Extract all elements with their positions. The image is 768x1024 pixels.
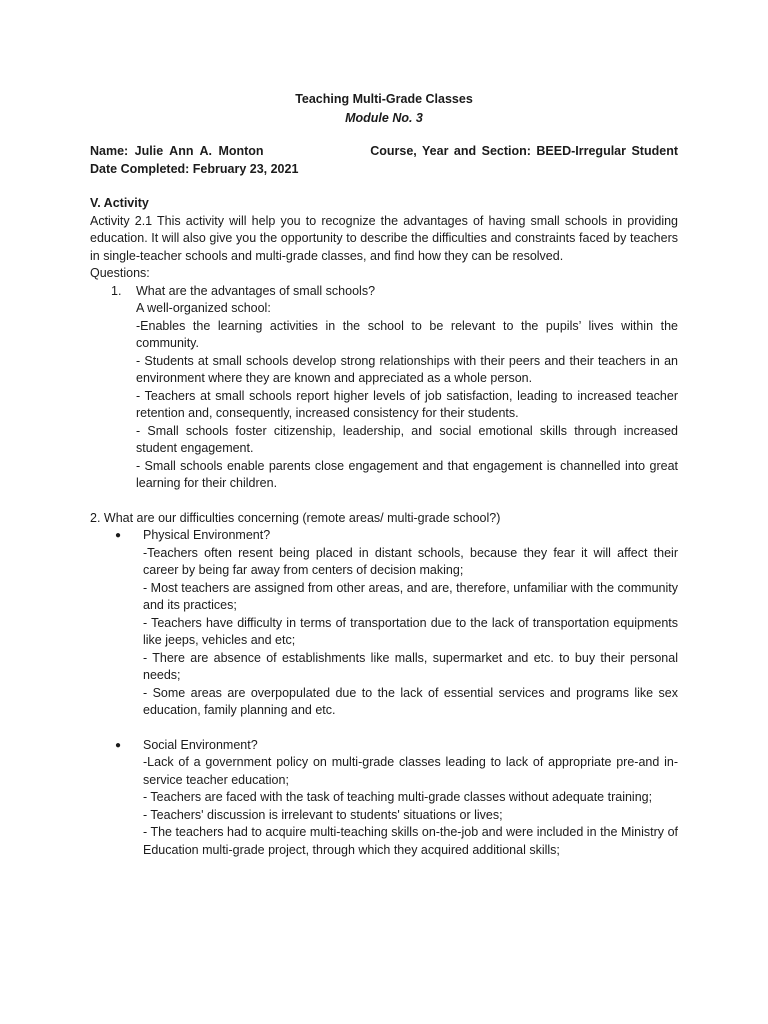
document-page [90,91,678,859]
bullet-icon: ● [115,739,122,751]
answer-item: - The teachers had to acquire multi-teaching skills on-the-job and were included in the Ministry of Education multi-grade project, through which they acquired additional skills; [143,825,678,857]
answer-item: - Teachers' discussion is irrelevant to students' situations or lives; [143,807,503,822]
activity-heading: V. Activity [90,196,149,210]
activity-intro: Activity 2.1 This activity will help you to recognize the advantages of having small schools in providing education. It will also give you the opportunity to describe the difficulties and constraints faced by teachers in single-teacher schools and multi-grade classes, and find how they can be resolved. [90,213,678,263]
social-environment-section [115,737,678,860]
answer-item: - Students at small schools develop strong relationships with their peers and their teachers in an environment where they are known and appreciated as a whole person. [136,353,678,385]
question-1-text: What are the advantages of small schools? [136,283,376,298]
module-number: Module No. 3 [345,110,423,125]
question-1 [111,283,678,301]
question-1-number: 1. [111,283,122,298]
bullet-icon: ● [115,530,122,541]
physical-environment-section [115,527,678,720]
document-title: Teaching Multi-Grade Classes [295,92,473,106]
answer-item: - Small schools foster citizenship, leadership, and social emotional skills through increased student engagement. [136,423,678,455]
physical-environment-title: Physical Environment? [143,528,271,542]
answer-item: - Teachers are faced with the task of teaching multi-grade classes without adequate training; [143,790,653,804]
answer-item: -Enables the learning activities in the school to be relevant to the pupils’ lives within the community. [136,318,678,350]
answer-item: - Some areas are overpopulated due to the lack of essential services and programs like sex education, family planning and etc. [143,685,678,717]
questions-label: Questions: [90,266,150,280]
answer-item: - There are absence of establishments like malls, supermarket and etc. to buy their personal needs; [143,650,678,682]
answer-item: - Teachers at small schools report higher levels of job satisfaction, leading to increased teacher retention and, consequently, increased consistency for their students. [136,388,678,420]
question-1-answers [136,300,678,493]
student-name: Name: Julie Ann A. Monton [90,144,264,158]
social-environment-title: Social Environment? [143,737,258,752]
answer-item: -Lack of a government policy on multi-grade classes leading to lack of appropriate pre-and in-service teacher education; [143,755,678,787]
course-year-section: Course, Year and Section: BEED-Irregular Student [370,144,678,158]
answer-item: - Most teachers are assigned from other areas, and are, therefore, unfamiliar with the community and its practices; [143,580,678,612]
answer-item: - Teachers have difficulty in terms of transportation due to the lack of transportation equipments like jeeps, vehicles and etc; [143,615,678,647]
answer-item: -Teachers often resent being placed in distant schools, because they fear it will affect their career by being far away from centers of decision making; [143,545,678,577]
answer-item: - Small schools enable parents close engagement and that engagement is channelled into great learning for their children. [136,458,678,490]
date-completed: Date Completed: February 23, 2021 [90,161,299,176]
student-info-row [90,143,678,161]
question-2-text: 2. What are our difficulties concerning (remote areas/ multi-grade school?) [90,510,501,525]
answer-item: A well-organized school: [136,301,271,315]
